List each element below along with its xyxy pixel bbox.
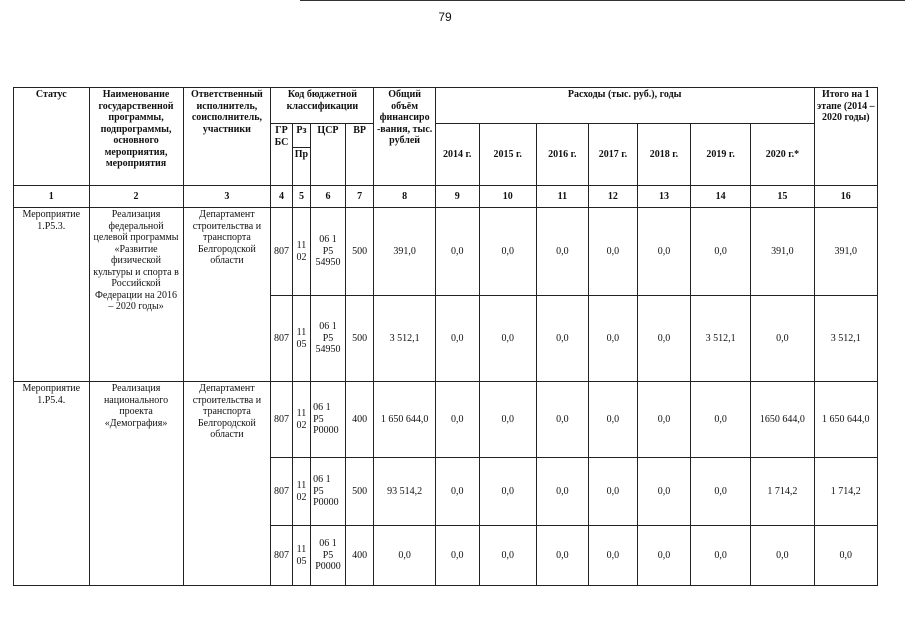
cell-csr: 06 1 Р5 54950 [311, 296, 346, 382]
cell-grbs: 807 [271, 208, 292, 296]
cell-grbs: 807 [271, 458, 292, 526]
header-year: 2017 г. [588, 124, 637, 186]
cell-year-value: 0,0 [479, 382, 536, 458]
column-number: 2 [89, 186, 183, 208]
cell-year-value: 0,0 [691, 458, 751, 526]
row-name: Реализация национального проекта «Демография» [89, 382, 183, 586]
cell-itogo: 0,0 [814, 526, 877, 586]
cell-year-value: 0,0 [536, 296, 588, 382]
header-csr: ЦСР [311, 124, 346, 186]
cell-vr: 500 [345, 458, 374, 526]
cell-year-value: 0,0 [435, 382, 479, 458]
header-rz: Рз [292, 124, 310, 148]
cell-year-value: 0,0 [536, 458, 588, 526]
cell-year-value: 0,0 [536, 382, 588, 458]
cell-csr: 06 1 Р5 54950 [311, 208, 346, 296]
column-number: 6 [311, 186, 346, 208]
header-year: 2018 г. [637, 124, 690, 186]
cell-total: 93 514,2 [374, 458, 435, 526]
header-itogo: Итого на 1 этапе (2014 – 2020 годы) [814, 88, 877, 186]
cell-year-value: 0,0 [588, 208, 637, 296]
column-number: 14 [691, 186, 751, 208]
cell-total: 0,0 [374, 526, 435, 586]
row-status: Мероприятие 1.Р5.3. [14, 208, 90, 382]
header-pr: Пр [292, 148, 310, 186]
row-responsible: Департамент строительства и транспорта Белгородской области [183, 208, 271, 382]
cell-year-value: 0,0 [479, 208, 536, 296]
cell-csr: 06 1 Р5 Р0000 [311, 382, 346, 458]
column-number: 11 [536, 186, 588, 208]
cell-year-value: 1650 644,0 [751, 382, 814, 458]
cell-total: 3 512,1 [374, 296, 435, 382]
column-number: 15 [751, 186, 814, 208]
column-number: 9 [435, 186, 479, 208]
header-year: 2014 г. [435, 124, 479, 186]
cell-vr: 400 [345, 382, 374, 458]
cell-year-value: 0,0 [435, 526, 479, 586]
column-number: 5 [292, 186, 310, 208]
cell-year-value: 0,0 [751, 296, 814, 382]
column-number: 8 [374, 186, 435, 208]
cell-rzpr: 11 05 [292, 526, 310, 586]
cell-year-value: 0,0 [435, 208, 479, 296]
cell-year-value: 0,0 [637, 208, 690, 296]
cell-itogo: 1 714,2 [814, 458, 877, 526]
cell-year-value: 0,0 [536, 208, 588, 296]
row-name: Реализация федеральной целевой программы «Развитие физической культуры и спорта в Российской Федерации на 2016 – 2020 годы» [89, 208, 183, 382]
budget-table [13, 87, 878, 586]
cell-year-value: 1 714,2 [751, 458, 814, 526]
cell-rzpr: 11 02 [292, 382, 310, 458]
cell-grbs: 807 [271, 526, 292, 586]
header-budget-code: Код бюджетной классификации [271, 88, 374, 124]
cell-year-value: 0,0 [637, 382, 690, 458]
header-status: Статус [14, 88, 90, 186]
row-responsible: Департамент строительства и транспорта Белгородской области [183, 382, 271, 586]
cell-rzpr: 11 05 [292, 296, 310, 382]
cell-year-value: 0,0 [637, 526, 690, 586]
top-rule [300, 0, 905, 1]
column-number: 3 [183, 186, 271, 208]
header-year: 2019 г. [691, 124, 751, 186]
cell-vr: 500 [345, 208, 374, 296]
cell-itogo: 1 650 644,0 [814, 382, 877, 458]
cell-year-value: 0,0 [637, 458, 690, 526]
cell-year-value: 0,0 [588, 382, 637, 458]
cell-csr: 06 1 Р5 Р0000 [311, 526, 346, 586]
cell-csr: 06 1 Р5 Р0000 [311, 458, 346, 526]
cell-year-value: 391,0 [751, 208, 814, 296]
cell-year-value: 0,0 [588, 458, 637, 526]
cell-grbs: 807 [271, 296, 292, 382]
cell-year-value: 0,0 [691, 526, 751, 586]
header-total-volume: Общий объём финансиро -вания, тыс. рублей [374, 88, 435, 186]
cell-year-value: 0,0 [479, 296, 536, 382]
cell-year-value: 3 512,1 [691, 296, 751, 382]
cell-year-value: 0,0 [751, 526, 814, 586]
cell-year-value: 0,0 [435, 458, 479, 526]
cell-rzpr: 11 02 [292, 458, 310, 526]
cell-year-value: 0,0 [536, 526, 588, 586]
column-number: 16 [814, 186, 877, 208]
cell-rzpr: 11 02 [292, 208, 310, 296]
page-number: 79 [438, 10, 452, 24]
cell-year-value: 0,0 [479, 526, 536, 586]
column-number: 13 [637, 186, 690, 208]
cell-year-value: 0,0 [435, 296, 479, 382]
cell-year-value: 0,0 [637, 296, 690, 382]
cell-itogo: 3 512,1 [814, 296, 877, 382]
header-vr: ВР [345, 124, 374, 186]
column-number: 7 [345, 186, 374, 208]
header-year: 2015 г. [479, 124, 536, 186]
header-expenses: Расходы (тыс. руб.), годы [435, 88, 814, 124]
column-number: 10 [479, 186, 536, 208]
row-status: Мероприятие 1.Р5.4. [14, 382, 90, 586]
cell-year-value: 0,0 [588, 526, 637, 586]
header-responsible: Ответственный исполнитель, соисполнитель, участники [183, 88, 271, 186]
cell-total: 1 650 644,0 [374, 382, 435, 458]
header-grbs: ГР БС [271, 124, 292, 186]
column-number: 12 [588, 186, 637, 208]
cell-vr: 500 [345, 296, 374, 382]
header-year: 2020 г.* [751, 124, 814, 186]
column-number: 4 [271, 186, 292, 208]
cell-year-value: 0,0 [479, 458, 536, 526]
cell-itogo: 391,0 [814, 208, 877, 296]
column-number: 1 [14, 186, 90, 208]
cell-year-value: 0,0 [588, 296, 637, 382]
cell-grbs: 807 [271, 382, 292, 458]
cell-year-value: 0,0 [691, 382, 751, 458]
header-year: 2016 г. [536, 124, 588, 186]
cell-vr: 400 [345, 526, 374, 586]
cell-year-value: 0,0 [691, 208, 751, 296]
header-name: Наименование государственной программы, подпрограммы, основного мероприятия, мероприятия [89, 88, 183, 186]
cell-total: 391,0 [374, 208, 435, 296]
